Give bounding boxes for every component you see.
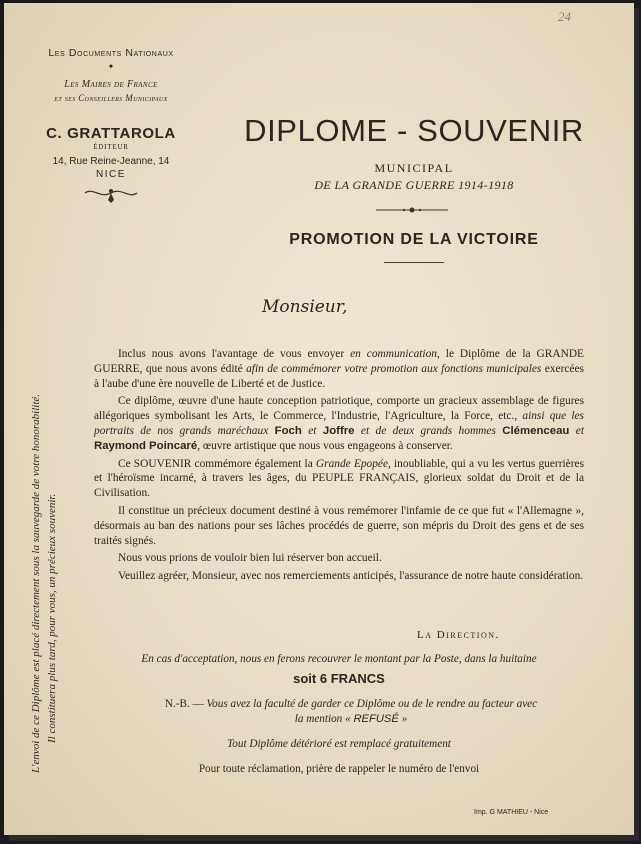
paragraph-4: Il constitue un précieux document destiné à vous remémorer l'infamie de ce que fut « l'Allemagne », désormais au ban des nations pour ses lâches procédés de guerre, son mépris du Droit des gens et de ses traités signés. bbox=[94, 504, 584, 547]
nb-label: N.-B. — bbox=[164, 698, 204, 710]
promotion-heading: PROMOTION DE LA VICTOIRE bbox=[289, 231, 539, 248]
price: soit 6 FRANCS bbox=[293, 671, 385, 686]
side-note-line-1: L'envoi de ce Diplôme est placé directement sous la sauvegarde de votre honorabilité. bbox=[30, 393, 42, 773]
handwritten-corner-mark: 24 bbox=[558, 9, 571, 24]
text-run: Ce SOUVENIR commémore également la bbox=[118, 457, 316, 470]
text-run: Inclus nous avons l'avantage de vous envoyer bbox=[118, 348, 351, 360]
editor-name: C. GRATTAROLA bbox=[46, 125, 176, 142]
name-foch: Foch bbox=[274, 424, 302, 437]
text-run-italic: et bbox=[301, 424, 323, 437]
paragraph-5: Nous vous prions de vouloir bien lui réserver bon accueil. bbox=[118, 552, 382, 565]
paragraph-3 bbox=[94, 457, 584, 501]
damaged-note: Tout Diplôme détérioré est remplacé gratuitement bbox=[227, 738, 451, 750]
side-note-vertical bbox=[28, 394, 60, 773]
text-run: exercées à l'aube d'une ère nouvelle de Liberté et de Justice. bbox=[94, 362, 584, 390]
flourish-ornament-icon bbox=[20, 185, 202, 205]
text-run-italic: et bbox=[569, 424, 584, 437]
salutation: Monsieur, bbox=[262, 297, 348, 317]
name-poincare: Raymond Poincaré bbox=[94, 439, 198, 452]
side-note-line-2: Il constituera plus tard, pour vous, un précieux souvenir. bbox=[46, 493, 58, 743]
nota-bene bbox=[116, 697, 586, 726]
document-title: DIPLOME - SOUVENIR bbox=[244, 113, 584, 148]
signature: La Direction. bbox=[417, 629, 500, 641]
text-run-italic: ainsi que les portraits de nos grands maréchaux bbox=[94, 410, 584, 437]
publisher-audience-2: et ses Conseillers Municipaux bbox=[54, 93, 168, 103]
paragraph-6: Veuillez agréer, Monsieur, avec nos remerciements anticipés, l'assurance de notre haute considération. bbox=[118, 570, 584, 583]
separator-ornament-icon bbox=[374, 202, 450, 220]
text-run: , le Diplôme de la GRANDE GUERRE, que nous avons édité bbox=[94, 348, 585, 375]
printer-imprint: Imp. G MATHIEU - Nice bbox=[474, 809, 549, 816]
editor-role: ÉDITEUR bbox=[93, 143, 129, 151]
paragraph-2 bbox=[94, 394, 584, 453]
separator-line bbox=[384, 262, 444, 263]
letter-body bbox=[94, 347, 584, 587]
nb-refuse: REFUSÉ bbox=[353, 712, 399, 725]
text-run-italic: et de deux grands hommes bbox=[354, 424, 503, 437]
frame-shadow-right bbox=[634, 8, 639, 840]
acceptance-note: En cas d'acceptation, nous en ferons recouvrer le montant par la Poste, dans la huitaine bbox=[141, 653, 537, 665]
text-run-italic: Grande Epopée bbox=[315, 457, 389, 470]
paragraph-1 bbox=[94, 347, 584, 391]
document-page bbox=[4, 3, 634, 835]
text-run: , œuvre artistique que nous vous engageons à conserver. bbox=[197, 439, 453, 452]
name-joffre: Joffre bbox=[322, 424, 355, 437]
text-run-italic: en communication bbox=[350, 348, 437, 360]
star-ornament-icon: ✦ bbox=[107, 62, 115, 71]
text-run-italic: afin de commémorer votre promotion aux fonctions municipales bbox=[246, 362, 542, 375]
text-run: , inoubliable, qui a vu les vertus guerrières et l'héroïsme incarné, à travers les âges, du PEUPLE FRANÇAIS, glorieux soldat du Droit et de la Civilisation. bbox=[94, 457, 585, 500]
publisher-audience-1: Les Maires de France bbox=[64, 79, 158, 90]
nb-line-2a: la mention « bbox=[294, 712, 354, 725]
document-subtitle-municipal: MUNICIPAL bbox=[374, 161, 454, 175]
editor-city: NICE bbox=[96, 169, 126, 180]
reclamation-note: Pour toute réclamation, prière de rappeler le numéro de l'envoi bbox=[198, 763, 480, 775]
publisher-series: Les Documents Nationaux bbox=[48, 47, 174, 59]
nb-line-1: Vous avez la faculté de garder ce Diplôme ou de le rendre au facteur avec bbox=[206, 698, 538, 710]
name-clemenceau: Clémenceau bbox=[502, 424, 570, 437]
document-subtitle-war: DE LA GRANDE GUERRE 1914-1918 bbox=[314, 178, 514, 192]
frame-shadow-bottom bbox=[9, 835, 639, 841]
nb-line-2c: » bbox=[398, 712, 408, 725]
text-run: Ce diplôme, œuvre d'une haute conception patriotique, comporte un gracieux assemblage de figures allégoriques symbolisant les Arts, le Commerce, l'Industrie, l'Agriculture, la Force, etc., bbox=[94, 395, 584, 423]
editor-address: 14, Rue Reine-Jeanne, 14 bbox=[52, 156, 170, 167]
